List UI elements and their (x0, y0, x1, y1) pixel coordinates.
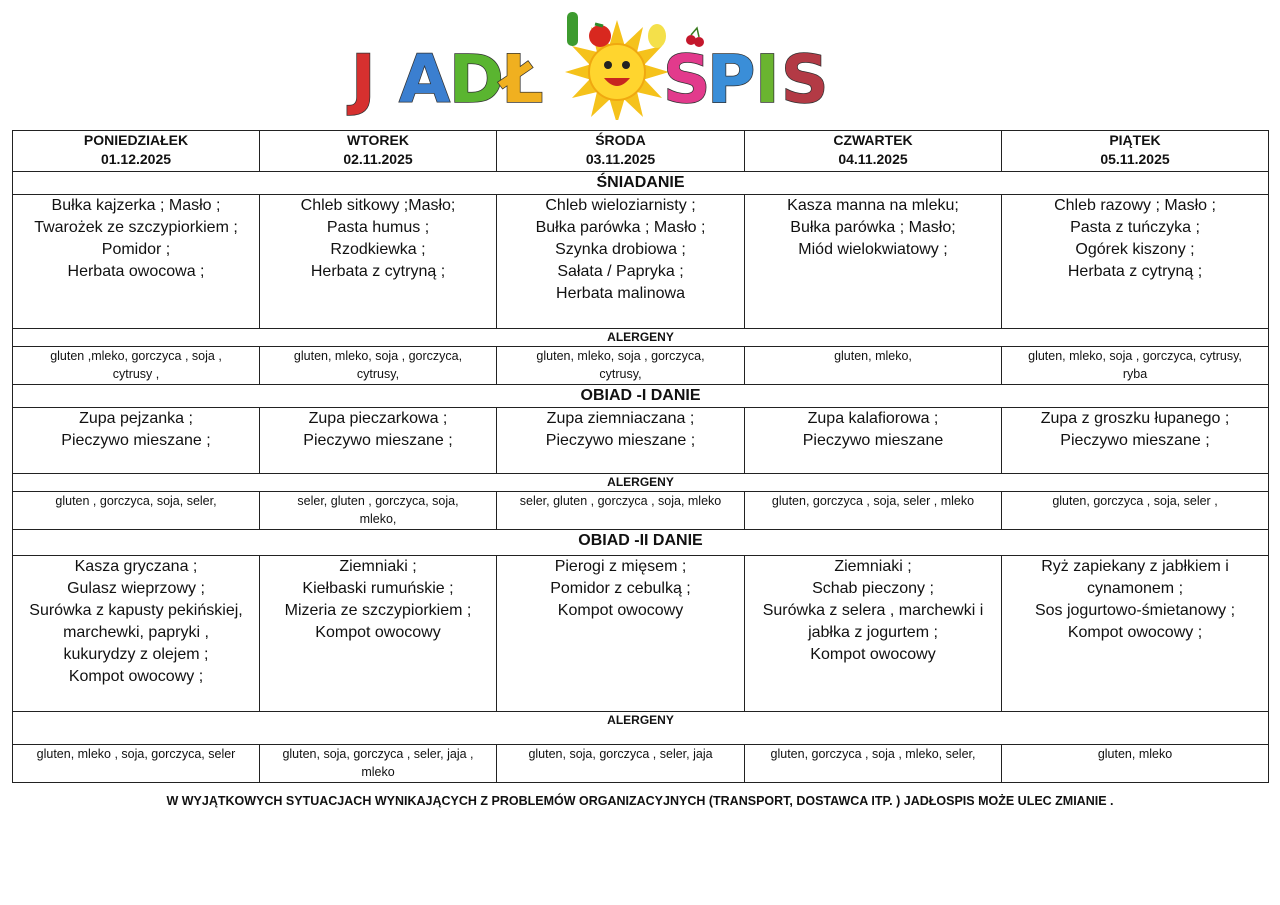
section-header-breakfast: ŚNIADANIE (13, 172, 1269, 195)
allergen-cell: gluten, mleko, soja , gorczyca, cytrusy, (497, 347, 745, 385)
section-header-lunch-1: OBIAD -I DANIE (13, 385, 1269, 408)
allergen-cell: gluten , gorczyca, soja, seler, (13, 492, 260, 530)
allergen-cell: gluten, gorczyca , soja, seler , (1002, 492, 1269, 530)
logo-letter: S (781, 41, 829, 118)
allergen-cell: gluten, soja, gorczyca , seler, jaja (497, 745, 745, 783)
meal-cell: Ryż zapiekany z jabłkiem i cynamonem ; Sos jogurtowo-śmietanowy ; Kompot owocowy ; (1002, 556, 1269, 712)
lunch1-meals-row (13, 408, 1269, 474)
lunch2-meals-row (13, 556, 1269, 712)
allergen-cell: seler, gluten , gorczyca , soja, mleko (497, 492, 745, 530)
logo-letter: A (399, 41, 451, 118)
meal-cell: Zupa z groszku łupanego ; Pieczywo mieszane ; (1002, 408, 1269, 474)
logo-letter: Ł (501, 41, 544, 118)
section-header-lunch-2: OBIAD -II DANIE (13, 530, 1269, 556)
meal-cell: Bułka kajzerka ; Masło ; Twarożek ze szczypiorkiem ; Pomidor ; Herbata owocowa ; (13, 195, 260, 329)
day-header: ŚRODA 03.11.2025 (497, 131, 745, 172)
lunch1-allergens-row (13, 492, 1269, 530)
meal-cell: Ziemniaki ; Schab pieczony ; Surówka z selera , marchewki i jabłka z jogurtem ; Kompot owocowy (745, 556, 1002, 712)
meal-cell: Ziemniaki ; Kiełbaski rumuńskie ; Mizeria ze szczypiorkiem ; Kompot owocowy (260, 556, 497, 712)
meal-cell: Kasza manna na mleku; Bułka parówka ; Masło; Miód wielokwiatowy ; (745, 195, 1002, 329)
logo-letter: I (755, 41, 780, 118)
meal-cell: Chleb razowy ; Masło ; Pasta z tuńczyka ; Ogórek kiszony ; Herbata z cytryną ; (1002, 195, 1269, 329)
allergen-cell: seler, gluten , gorczyca, soja, mleko, (260, 492, 497, 530)
meal-cell: Chleb sitkowy ;Masło; Pasta humus ; Rzodkiewka ; Herbata z cytryną ; (260, 195, 497, 329)
day-header: PIĄTEK 05.11.2025 (1002, 131, 1269, 172)
allergen-cell: gluten, mleko , soja, gorczyca, seler (13, 745, 260, 783)
allergen-cell: gluten, mleko, (745, 347, 1002, 385)
day-header: PONIEDZIAŁEK 01.12.2025 (13, 131, 260, 172)
meal-cell: Kasza gryczana ; Gulasz wieprzowy ; Surówka z kapusty pekińskiej, marchewki, papryki , kukurydzy z olejem ; Kompot owocowy ; (13, 556, 260, 712)
meal-cell: Zupa kalafiorowa ; Pieczywo mieszane (745, 408, 1002, 474)
meal-cell: Pierogi z mięsem ; Pomidor z cebulką ; Kompot owocowy (497, 556, 745, 712)
allergen-cell: gluten, gorczyca , soja, seler , mleko (745, 492, 1002, 530)
footer-note: W WYJĄTKOWYCH SYTUACJACH WYNIKAJĄCYCH Z PROBLEMÓW ORGANIZACYJNYCH (TRANSPORT, DOSTAWCA ITP. ) JADŁOSPIS MOŻE ULEC ZMIANIE . (166, 794, 1114, 808)
jadlospis-logo (345, 6, 865, 120)
allergen-cell: gluten, mleko (1002, 745, 1269, 783)
lunch2-allergens-row (13, 745, 1269, 783)
allergens-header: ALERGENY (13, 329, 1269, 347)
meal-cell: Zupa pieczarkowa ; Pieczywo mieszane ; (260, 408, 497, 474)
logo-letter: J (351, 41, 376, 118)
logo-letter: P (707, 41, 756, 118)
allergen-cell: gluten, gorczyca , soja , mleko, seler, (745, 745, 1002, 783)
logo-letter: D (449, 41, 504, 118)
breakfast-allergens-row (13, 347, 1269, 385)
logo-letter: S (663, 41, 711, 118)
meal-cell: Chleb wieloziarnisty ; Bułka parówka ; Masło ; Szynka drobiowa ; Sałata / Papryka ; Herbata malinowa (497, 195, 745, 329)
day-header: WTOREK 02.11.2025 (260, 131, 497, 172)
allergen-cell: gluten, mleko, soja , gorczyca, cytrusy, (260, 347, 497, 385)
day-header: CZWARTEK 04.11.2025 (745, 131, 1002, 172)
meal-cell: Zupa ziemniaczana ; Pieczywo mieszane ; (497, 408, 745, 474)
meal-cell: Zupa pejzanka ; Pieczywo mieszane ; (13, 408, 260, 474)
allergens-header: ALERGENY (13, 474, 1269, 492)
menu-table (12, 130, 1269, 783)
allergen-cell: gluten ,mleko, gorczyca , soja , cytrusy , (13, 347, 260, 385)
allergen-cell: gluten, mleko, soja , gorczyca, cytrusy, ryba (1002, 347, 1269, 385)
allergen-cell: gluten, soja, gorczyca , seler, jaja , mleko (260, 745, 497, 783)
allergens-header: ALERGENY (13, 712, 1269, 745)
day-header-row (13, 131, 1269, 172)
breakfast-meals-row (13, 195, 1269, 329)
